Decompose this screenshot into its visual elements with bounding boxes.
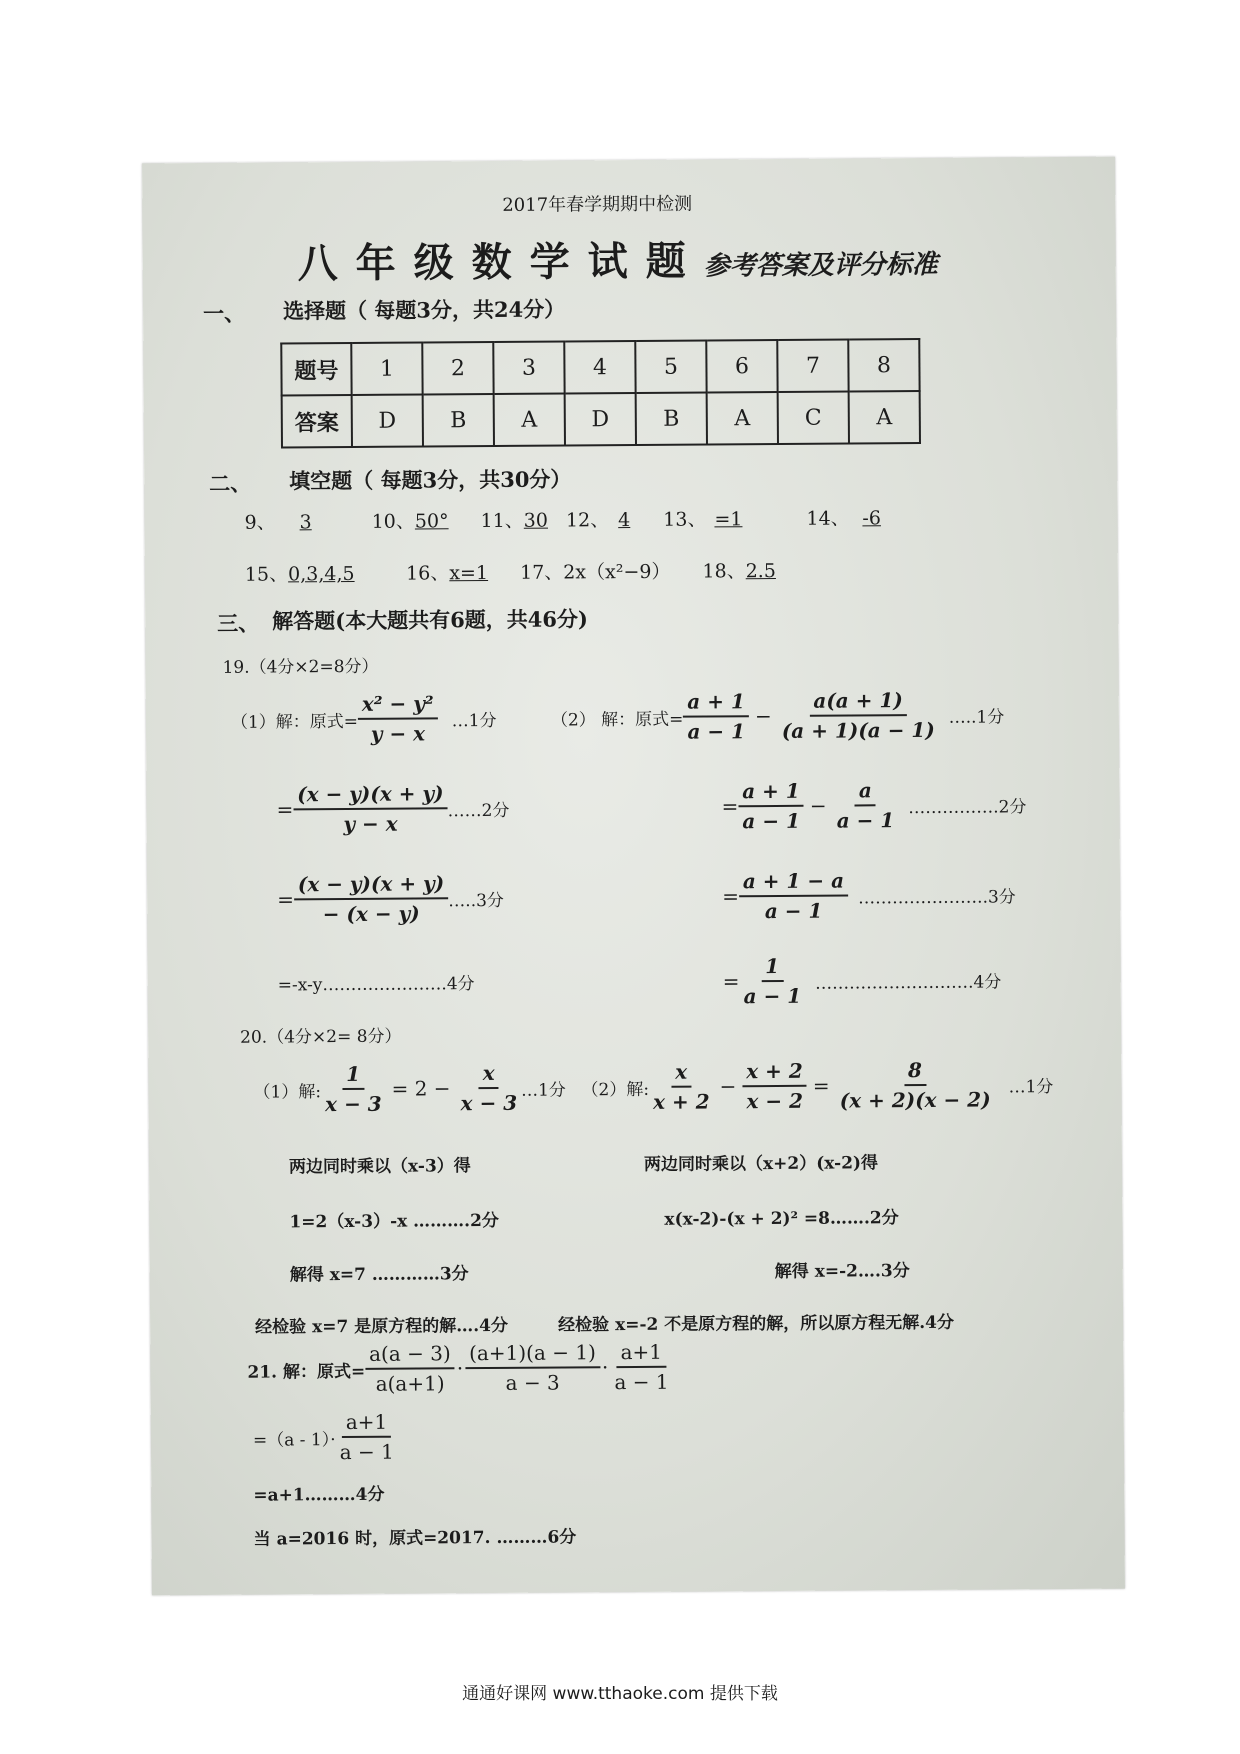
denominator: x − 3 [325, 1091, 382, 1117]
denominator: x − 3 [460, 1090, 518, 1116]
q21-line1: 21. 解：原式= $\frac{a(a - 3)}{a(a+1)}$ · $\frac{(a+1)(a - 1)}{a - 3}$ · $\frac{a+1}{a - 1}$ [247, 1340, 672, 1397]
q19-header: 19.（4分×2=8分） [222, 656, 379, 678]
fraction [777, 688, 938, 743]
score: ……………………….4分 [815, 971, 1002, 994]
table-header-answer: 答案 [282, 395, 352, 447]
exam-title-main: 八年级数学试题 [297, 237, 704, 288]
numerator: (a+1)(a − 1) [465, 1340, 600, 1369]
q21-line3: =a+1………4分 [253, 1484, 385, 1506]
numerator: x + 2 [742, 1059, 807, 1087]
q20-part1-line5: 经检验 x=7 是原方程的解….4分 [255, 1315, 509, 1338]
numerator: (x − y)(x + y) [293, 781, 448, 810]
question-number: 16、 [406, 562, 450, 585]
score: …………….2分 [908, 796, 1027, 818]
label: （1）解：原式= [230, 711, 359, 733]
numerator: a+1 [342, 1410, 392, 1438]
fraction [832, 778, 898, 832]
fraction [739, 954, 805, 1008]
numerator: a [855, 778, 876, 806]
fill-blank-line-1 [244, 503, 893, 535]
fraction [738, 779, 804, 833]
question-number: 14、 [806, 507, 850, 530]
table-row-answers [282, 391, 920, 447]
question-number: 17、 [520, 561, 564, 584]
denominator: a(a+1) [375, 1371, 445, 1396]
question-number: 10、 [371, 510, 415, 533]
table-cell: A [849, 391, 920, 443]
scanned-answer-sheet [142, 157, 1125, 1596]
label: （2） 解：原式= [550, 709, 684, 731]
question-number: 13、 [663, 508, 707, 531]
table-cell: A [707, 392, 778, 444]
numerator: a+1 [616, 1340, 666, 1368]
question-number: 18、 [702, 560, 746, 583]
fraction [683, 689, 749, 743]
score: …..1分 [948, 706, 1005, 728]
numerator: 8 [904, 1058, 926, 1086]
answer-17: 2x（x²−9） [563, 560, 671, 584]
q19-part2-step4: = $\frac{1}{a - 1}$ ……………………….4分 [722, 953, 1002, 1009]
exam-title-suffix: 参考答案及评分标准 [703, 249, 938, 282]
section3-number: 三、 [217, 610, 260, 636]
label: （1）解: [253, 1081, 322, 1103]
score: …1分 [1008, 1076, 1054, 1097]
answer-10: 50° [414, 510, 449, 533]
answer-14: -6 [862, 507, 881, 530]
table-cell: 1 [351, 342, 422, 394]
q21-line4: 当 a=2016 时，原式=2017. ………6分 [253, 1527, 577, 1550]
fraction [358, 691, 438, 746]
table-cell: 2 [422, 342, 493, 394]
denominator: (a + 1)(a − 1) [781, 717, 935, 743]
numerator: x [671, 1060, 691, 1088]
fraction [835, 1057, 994, 1112]
answer-16: x=1 [449, 562, 489, 585]
q19-part1-step1 [231, 691, 497, 747]
denominator: x + 2 [653, 1089, 710, 1114]
table-cell: 6 [706, 340, 777, 392]
q20-part2-line5: 经检验 x=-2 不是原方程的解，所以原方程无解.4分 [558, 1312, 955, 1336]
numerator: (x − y)(x + y) [294, 871, 449, 900]
table-header-number: 题号 [281, 343, 351, 395]
table-cell: D [352, 394, 423, 446]
answer-9: 3 [299, 511, 312, 534]
denominator: a − 1 [339, 1439, 394, 1465]
score: …1分 [451, 710, 497, 731]
fraction [610, 1340, 673, 1394]
fill-blank-line-2 [245, 556, 776, 587]
section1-number: 一、 [202, 300, 246, 326]
answer-15: 0,3,4,5 [287, 562, 355, 586]
denominator: a − 1 [742, 808, 801, 834]
answer-18: 2.5 [745, 559, 776, 583]
numerator: x² − y² [358, 691, 438, 720]
equation-middle: = 2 − [391, 1076, 451, 1101]
table-cell: C [778, 391, 849, 443]
table-cell: A [494, 393, 565, 445]
q20-part2-line4: 解得 x=-2….3分 [774, 1261, 910, 1283]
section3-title: 解答题(本大题共有6题，共46分) [272, 606, 589, 634]
exam-subtitle: 2017年春学期期中检测 [502, 193, 693, 216]
q20-part2-equation: （2）解: $\frac{x}{x + 2}$ − $\frac{x + 2}{x - 2}$ = $\frac{8}{(x + 2)(x - 2)}$ …1分 [581, 1057, 1054, 1114]
table-cell: D [565, 393, 636, 445]
q19-part1-step4: =-x-y………………….4分 [277, 974, 475, 996]
page-footer: 通通好课网 www.tthaoke.com 提供下载 [462, 1684, 778, 1704]
table-cell: 8 [848, 339, 919, 391]
denominator: − (x − y) [322, 901, 420, 927]
fraction [739, 869, 849, 924]
table-cell: 5 [635, 340, 706, 392]
q19-part2-step3: = $\frac{a + 1 - a}{a - 1}$ …………………..3分 [722, 868, 1016, 924]
answer-12: 4 [618, 509, 631, 532]
numerator: a + 1 [738, 779, 804, 807]
label: 21. 解：原式= [247, 1361, 366, 1383]
q20-header: 20.（4分×2= 8分） [240, 1026, 402, 1048]
table-cell: 3 [493, 341, 564, 393]
denominator: a − 1 [614, 1369, 669, 1395]
denominator: a − 1 [764, 898, 823, 924]
numerator: a + 1 [683, 689, 749, 717]
fraction [456, 1061, 521, 1115]
section2-title: 填空题（ 每题3分，共30分） [289, 466, 572, 494]
exam-title [297, 228, 937, 289]
q20-part1-line4: 解得 x=7 …………3分 [289, 1264, 469, 1286]
fraction [365, 1341, 455, 1396]
numerator: x [479, 1061, 499, 1089]
q19-part1-step3: = $\frac{(x - y)(x + y)}{- (x - y)}$ …..3分 [277, 871, 504, 927]
q19-part1-step2: = $\frac{(x - y)(x + y)}{y - x}$ ……2分 [276, 781, 510, 837]
denominator: (x + 2)(x − 2) [839, 1087, 991, 1113]
fraction [294, 871, 449, 926]
fraction [293, 781, 448, 836]
fraction [742, 1059, 807, 1113]
q19-part2-step1: （2） 解：原式= $\frac{a + 1}{a - 1}$ − $\frac{a(a + 1)}{(a + 1)(a - 1)}$ …..1分 [550, 688, 1005, 744]
q20-part2-line2: 两边同时乘以（x+2）(x-2)得 [643, 1153, 879, 1175]
fraction [321, 1062, 386, 1116]
prefix: =（a - 1）· [252, 1429, 336, 1451]
answer-13: =1 [714, 508, 743, 531]
denominator: y − x [370, 721, 426, 746]
denominator: a − 1 [836, 808, 895, 833]
score: …..3分 [448, 890, 504, 911]
question-number: 12、 [565, 509, 610, 532]
fraction [465, 1340, 600, 1395]
answer-table [280, 338, 921, 448]
q19-part2-step2: = $\frac{a + 1}{a - 1}$ − $\frac{a}{a - 1}$ …………….2分 [721, 778, 1027, 834]
score: …………………..3分 [858, 886, 1016, 908]
question-number: 11、 [480, 509, 524, 533]
fraction [335, 1410, 398, 1464]
denominator: a − 1 [743, 983, 802, 1009]
q20-part1-line3: 1=2（x-3）-x ……….2分 [289, 1210, 499, 1233]
denominator: a − 3 [505, 1370, 560, 1395]
score: …1分 [521, 1079, 566, 1101]
q20-part1-line2: 两边同时乘以（x-3）得 [288, 1156, 471, 1178]
q20-part1-equation [253, 1060, 566, 1116]
numerator: a + 1 − a [739, 869, 848, 898]
section1-title: 选择题（ 每题3分，共24分） [282, 296, 566, 324]
score: ……2分 [447, 800, 510, 821]
answer-11: 30 [523, 509, 549, 532]
table-cell: B [423, 394, 494, 446]
numerator: a(a + 1) [809, 688, 907, 717]
section2-number: 二、 [209, 470, 252, 496]
numerator: 1 [761, 954, 783, 982]
numerator: a(a − 3) [365, 1341, 455, 1370]
q20-part2-line3: x(x-2)-(x + 2)² =8…….2分 [664, 1208, 899, 1230]
label: （2）解: [581, 1079, 650, 1100]
denominator: a − 1 [687, 719, 746, 744]
table-row-numbers [281, 339, 919, 395]
denominator: x − 2 [746, 1088, 804, 1114]
q21-line2 [253, 1410, 398, 1465]
table-cell: 7 [777, 339, 848, 391]
denominator: y − x [343, 811, 398, 837]
table-cell: 4 [564, 341, 635, 393]
question-number: 9、 [244, 511, 276, 534]
fraction [649, 1059, 714, 1113]
numerator: 1 [342, 1062, 364, 1090]
table-cell: B [636, 392, 707, 444]
question-number: 15、 [244, 563, 289, 586]
